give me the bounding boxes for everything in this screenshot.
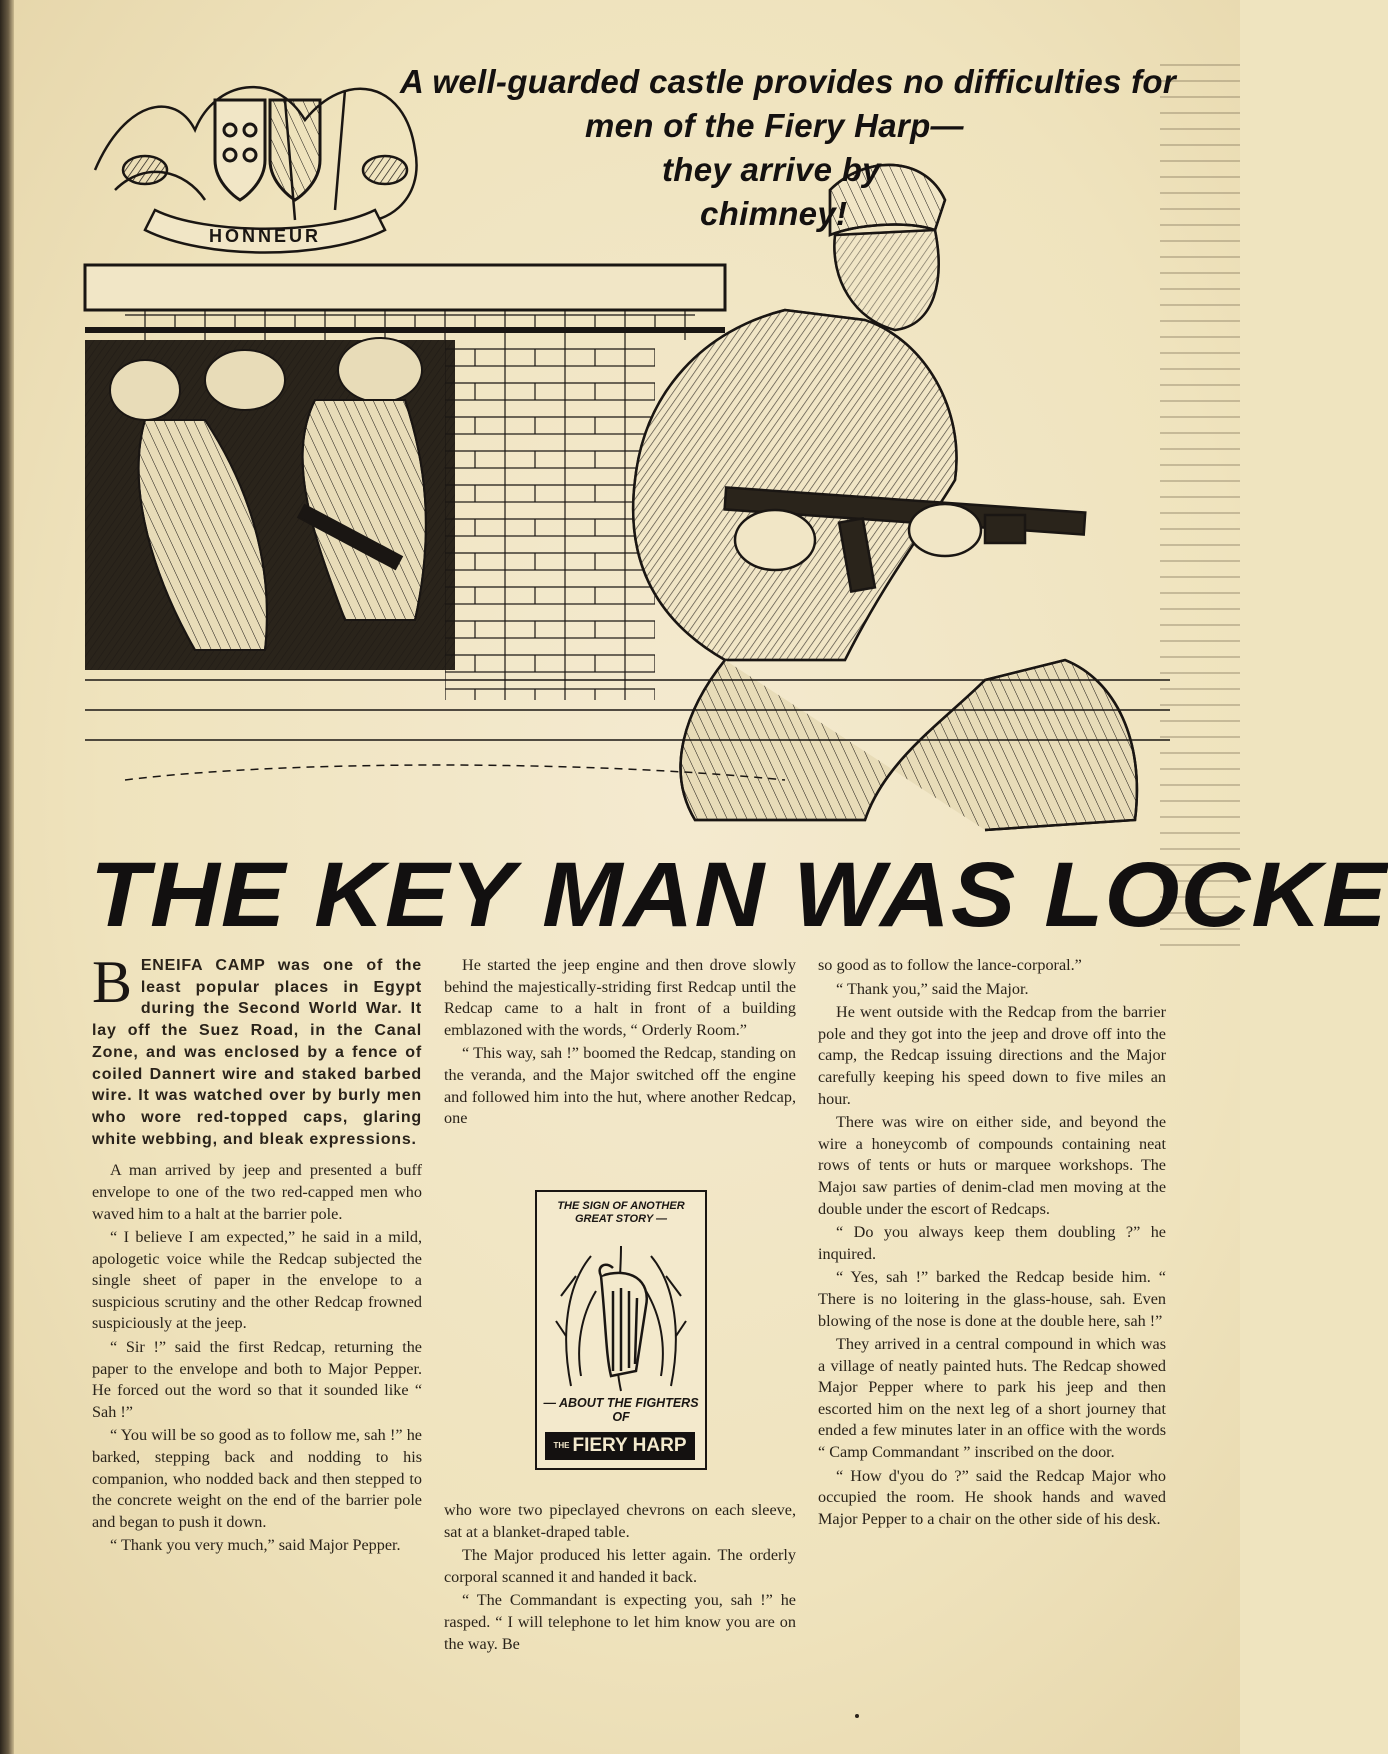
- paragraph: “ The Commandant is expecting you, sah !” he rasped. “ I will telephone to let him know you are on the way. Be: [444, 1591, 796, 1653]
- paragraph: “ Sir !” said the first Redcap, returning the paper to the envelope and both to Major Pepper. He forced out the word so that it sounded like “ Sah !”: [92, 1338, 422, 1421]
- paragraph: He started the jeep engine and then drove slowly behind the majestically-striding first Redcap until the Redcap came to a halt in front of a building emblazoned with the words, “ Orderly Room.”: [444, 956, 796, 1039]
- paragraph: “ Yes, sah !” barked the Redcap beside him. “ There is no loitering in the glass-house, sah. Even blowing of the nose is done at the double here, sah !”: [818, 1268, 1166, 1330]
- article-column-2-bottom: [444, 1500, 796, 1657]
- paragraph: There was wire on either side, and beyond the wire a honeycomb of compounds containing neat rows of tents or huts or marquee workshops. The Majoı saw parties of denim-clad men moving at the double under the escort of Redcaps.: [818, 1113, 1166, 1218]
- paragraph-continuation: so good as to follow the lance-corporal.”: [818, 956, 1082, 974]
- mantel-bricks: [125, 310, 695, 340]
- lead-text: ENEIFA CAMP was one of the least popular places in Egypt during the Second World War. It lay off the Suez Road, in the Canal Zone, and was enclosed by a fence of coiled Dannert wire and staked barbed wire. It was watched over by burly men who wore red-topped caps, glaring white webbing, and bleak expressions.: [92, 957, 422, 1148]
- crest-scroll: [145, 210, 385, 253]
- article-column-3: [818, 955, 1166, 1532]
- page-spine: [0, 0, 14, 1754]
- paragraph: “ How d'you do ?” said the Redcap Major who occupied the room. He shook hands and waved Major Pepper to a chair on the other side of his desk.: [818, 1466, 1166, 1528]
- crest-motto: HONNEUR: [208, 226, 322, 246]
- article-column-1: [92, 949, 422, 1559]
- harp-icon: [551, 1236, 691, 1396]
- brand-small: THE: [553, 1441, 570, 1450]
- chimney-wall: [445, 340, 655, 700]
- show-through-text: [1160, 60, 1240, 960]
- paragraph: “ You will be so good as to follow me, sah !” he barked, stepping back and nodding to his companion, who nodded back and then stepped to the concrete weight on the end of the barrier pole and began to push it down.: [92, 1426, 422, 1531]
- paragraph: He went outside with the Redcap from the barrier pole and they got into the jeep and drove off into the camp, the Redcap issuing directions and the Major carefully keeping his speed down to five miles an hour.: [818, 1003, 1166, 1108]
- tagline-line-2: men of the Fiery Harp—: [585, 107, 964, 144]
- article-column-2: [444, 955, 796, 1132]
- paragraph: A man arrived by jeep and presented a buff envelope to one of the two red-capped men who waved him to a halt at the barrier pole.: [92, 1161, 422, 1223]
- brand-name: FIERY HARP: [572, 1435, 687, 1457]
- drop-cap: B: [92, 949, 133, 1015]
- tagline-line-1: A well-guarded castle provides no difficulties for: [400, 63, 1176, 100]
- paragraph: The Major produced his letter again. The orderly corporal scanned it and handed it back.: [444, 1546, 796, 1586]
- lead-paragraph: [92, 949, 422, 1150]
- paragraph: “ Thank you very much,” said Major Pepper.: [110, 1536, 401, 1555]
- paragraph: “ Do you always keep them doubling ?” he inquired.: [818, 1223, 1166, 1263]
- fiery-harp-promo-box: [535, 1190, 707, 1470]
- paragraph: “ I believe I am expected,” he said in a mild, apologetic voice while the Redcap subjected the single sheet of paper in the envelope to a suspicious scrutiny and the other Redcap frowned suspiciously at the jeep.: [92, 1228, 422, 1333]
- tagline-line-3: they arrive by: [662, 151, 881, 188]
- fiery-harp-logo: [545, 1432, 695, 1460]
- paragraph: “ Thank you,” said the Major.: [836, 979, 1029, 998]
- paragraph: “ This way, sah !” boomed the Redcap, standing on the veranda, and the Major switched off the engine and followed him into the hut, where another Redcap, one: [444, 1044, 796, 1128]
- page-mark: [855, 1714, 859, 1718]
- promo-top-text: THE SIGN OF ANOTHER GREAT STORY —: [557, 1200, 685, 1225]
- paragraph: They arrived in a central compound in which was a village of neatly painted huts. The Redcap showed Major Pepper where to park his jeep and then escorted him on the next leg of a short journey that ended a few minutes later in an office with the words “ Camp Commandant ” inscribed on the door.: [818, 1335, 1166, 1462]
- paragraph-continuation: who wore two pipeclayed chevrons on each sleeve, sat at a blanket-draped table.: [444, 1501, 796, 1541]
- shield-icon: [215, 100, 320, 200]
- promo-bottom-text: — ABOUT THE FIGHTERS OF: [543, 1396, 699, 1424]
- story-tagline: [400, 62, 1176, 262]
- mantel: [85, 265, 725, 310]
- story-headline: THE KEY MAN WAS LOCKE: [90, 844, 1388, 946]
- tagline-line-4: chimney!: [700, 195, 848, 232]
